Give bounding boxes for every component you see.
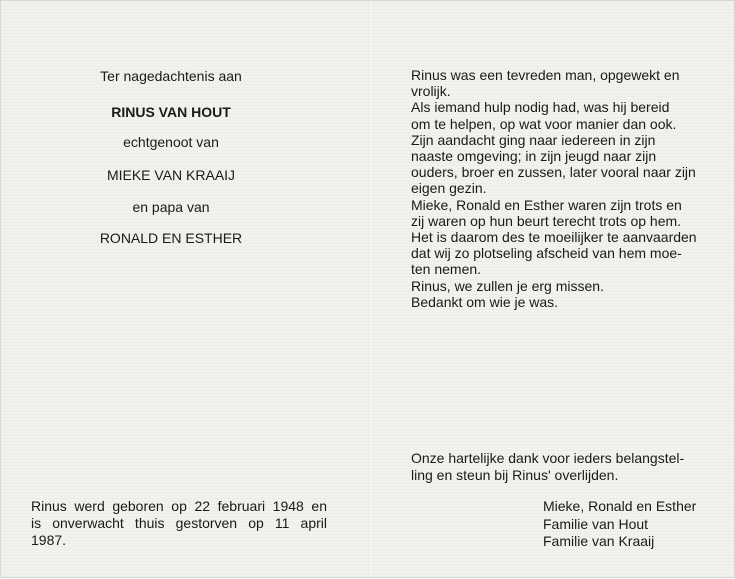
birth-death-text — [31, 498, 327, 549]
birth-line: Rinus werd geboren op 22 februari 1948 en — [31, 498, 327, 514]
tribute-line: om te helpen, op wat voor manier dan ook. — [411, 115, 677, 132]
tribute-line: Rinus, we zullen je erg missen. — [411, 277, 604, 294]
thanks-line: ling en steun bij Rinus' overlijden. — [411, 467, 619, 483]
tribute-line: Bedankt om wie je was. — [411, 293, 559, 310]
tribute-line: vrolijk. — [411, 83, 451, 100]
family-signature — [543, 498, 733, 551]
tribute-line: eigen gezin. — [411, 180, 487, 197]
tribute-line: ten nemen. — [411, 261, 482, 278]
tribute-line: ouders, broer en zussen, later vooral naar zijn — [411, 164, 696, 181]
tribute-line: Mieke, Ronald en Esther waren zijn trots en — [411, 196, 682, 213]
tribute-line: zij waren op hun beurt terecht trots op hem. — [411, 212, 682, 229]
signature-line: Mieke, Ronald en Esther — [543, 498, 697, 514]
card-fold — [368, 1, 370, 579]
children-names: RONALD EN ESTHER — [99, 230, 243, 246]
birth-line: 1987. — [31, 532, 67, 548]
tribute-line: Zijn aandacht ging naar iedereen in zijn — [411, 131, 656, 148]
tribute-text — [411, 67, 706, 310]
thanks-line: Onze hartelijke dank voor ieders belangstel- — [411, 450, 685, 466]
left-page — [1, 1, 368, 579]
tribute-line: dat wij zo plotseling afscheid van hem moe- — [411, 245, 682, 262]
spouse-name: MIEKE VAN KRAAIJ — [106, 167, 236, 183]
signature-line: Familie van Kraaij — [543, 533, 655, 549]
signature-line: Familie van Hout — [543, 515, 649, 532]
tribute-line: Het is daarom des te moeilijker te aanvaarden — [411, 229, 697, 246]
tribute-line: naaste omgeving; in zijn jeugd naar zijn — [411, 148, 657, 165]
birth-line: is onverwacht thuis gestorven op 11 april — [31, 515, 327, 531]
spouse-label: echtgenoot van — [123, 134, 219, 150]
tribute-line: Als iemand hulp nodig had, was hij bereid — [411, 99, 670, 116]
intro-text: Ter nagedachtenis aan — [100, 68, 242, 84]
father-label: en papa van — [132, 199, 210, 215]
deceased-name: RINUS VAN HOUT — [111, 104, 231, 120]
thanks-text — [411, 450, 711, 484]
tribute-line: Rinus was een tevreden man, opgewekt en — [411, 67, 680, 83]
